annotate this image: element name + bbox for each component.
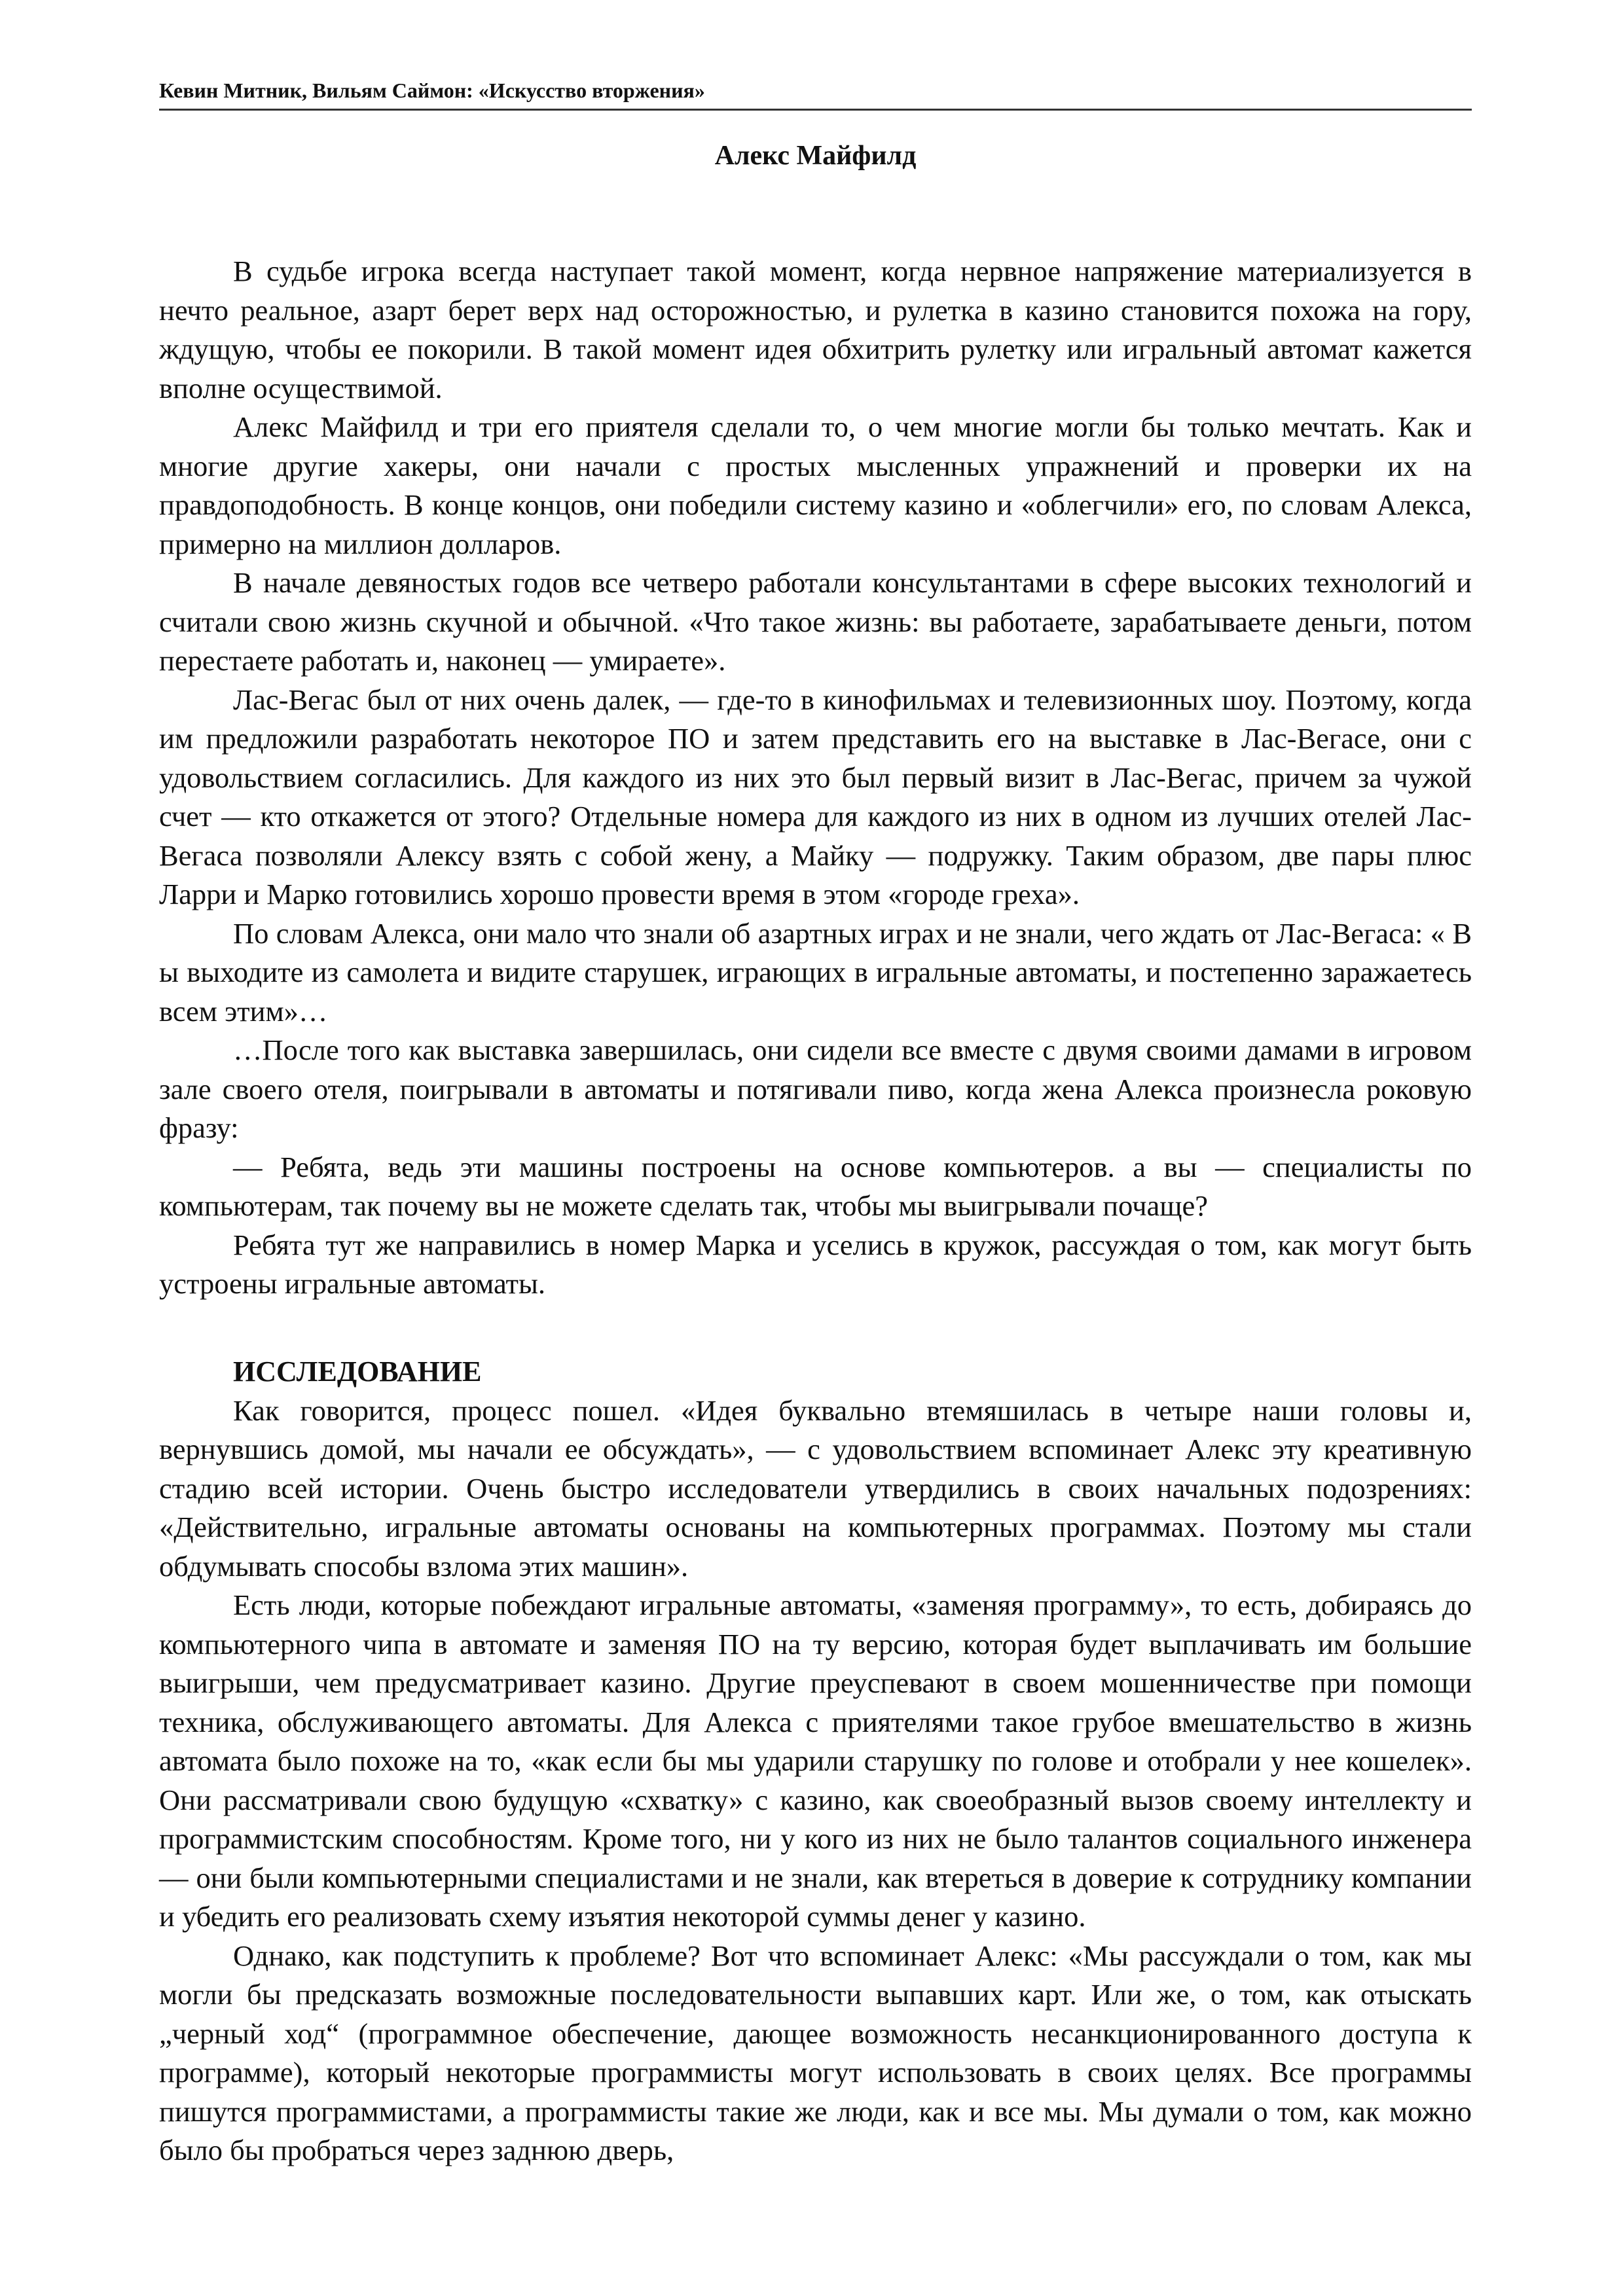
chapter-title: Алекс Майфилд xyxy=(714,141,917,171)
paragraph-intro-8: Ребята тут же направились в номер Марка и уселись в кружок, рассуждая о том, как могут быть устроены игральные автоматы. xyxy=(159,1228,1472,1300)
header-divider xyxy=(159,109,1472,111)
paragraph-section-3: Однако, как подступить к проблеме? Вот что вспоминает Алекс: «Мы рассуждали о том, как мы могли бы предсказать возможные последовательности выпавших карт. Или же, о том, как отыскать „черный ход“ (программное обеспечение, дающее возможность несанкционированного доступа к программе), который некоторые программисты могут использовать в своих целях. Все программы пишутся программистами, а программисты такие же люди, как и все мы. Мы думали о том, как можно было бы пробраться через заднюю дверь, xyxy=(159,1939,1472,2166)
section-heading: ИССЛЕДОВАНИЕ xyxy=(233,1355,482,1388)
paragraph-section-2: Есть люди, которые побеждают игральные автоматы, «заменяя программу», то есть, добираясь до компьютерного чипа в автомате и заменяя ПО на ту версию, которая будет выплачивать им большие выигрыши, чем предусматривает казино. Другие преуспевают в своем мошенничестве при помощи техника, обслуживающего автоматы. Для Алекса с приятелями такое грубое вмешательство в жизнь автомата было похоже на то, «как если бы мы ударили старушку по голове и отобрали у нее кошелек». Они рассматривали свою будущую «схватку» с казино, как своеобразный вызов своему интеллекту и программистским способностям. Кроме того, ни у кого из них не было талантов социального инженера — они были компьютерными специалистами и не знали, как втереться в доверие к сотруднику компании и убедить его реализовать схему изъятия некоторой суммы денег у казино. xyxy=(159,1588,1472,1933)
paragraph-section-1: Как говорится, процесс пошел. «Идея буквально втемяшилась в четыре наши головы и, вернувшись домой, мы начали ее обсуждать», — с удовольствием вспоминает Алекс эту креативную стадию всей истории. Очень быстро исследователи утвердились в своих начальных подозрениях: «Действительно, игральные автоматы основаны на компьютерных программах. Поэтому мы стали обдумывать способы взлома этих машин». xyxy=(159,1393,1472,1583)
paragraph-intro-4: Лас-Вегас был от них очень далек, — где-то в кинофильмах и телевизионных шоу. Поэтому, когда им предложили разработать некоторое ПО и затем представить его на выставке в Лас-Вегасе, они с удовольствием согласились. Для каждого из них это был первый визит в Лас-Вегас, причем за чужой счет — кто откажется от этого? Отдельные номера для каждого из них в одном из лучших отелей Лас-Вегаса позволяли Алексу взять с собой жену, а Майку — подружку. Таким образом, две пары плюс Ларри и Марко готовились хорошо провести время в этом «городе греха». xyxy=(159,683,1472,910)
running-header: Кевин Митник, Вильям Саймон: «Искусство вторжения» xyxy=(159,79,705,102)
paragraph-intro-1: В судьбе игрока всегда наступает такой момент, когда нервное напряжение материализуется в нечто реальное, азарт берет верх над осторожностью, и рулетка в казино становится похожа на гору, ждущую, чтобы ее покорили. В такой момент идея обхитрить рулетку или игральный автомат кажется вполне осуществимой. xyxy=(159,255,1472,404)
paragraph-intro-3: В начале девяностых годов все четверо работали консультантами в сфере высоких технологий и считали свою жизнь скучной и обычной. «Что такое жизнь: вы работаете, зарабатываете деньги, потом перестаете работать и, наконец — умираете». xyxy=(159,566,1472,677)
paragraph-intro-5: По словам Алекса, они мало что знали об азартных играх и не знали, чего ждать от Лас-Вегаса: « В ы выходите из самолета и видите старушек, играющих в игральные автоматы, и постепенно заражаетесь всем этим»… xyxy=(159,916,1472,1028)
paragraph-intro-7: — Ребята, ведь эти машины построены на основе компьютеров. а вы — специалисты по компьютерам, так почему вы не можете сделать так, чтобы мы выигрывали почаще? xyxy=(159,1150,1472,1222)
paragraph-intro-6: …После того как выставка завершилась, они сидели все вместе с двумя своими дамами в игровом зале своего отеля, поигрывали в автоматы и потягивали пиво, когда жена Алекса произнесла роковую фразу: xyxy=(159,1033,1472,1144)
page-body xyxy=(159,252,1472,2170)
paragraph-intro-2: Алекс Майфилд и три его приятеля сделали то, о чем многие могли бы только мечтать. Как и многие другие хакеры, они начали с простых мысленных упражнений и проверки их на правдоподобность. В конце концов, они победили систему казино и «облегчили» его, по словам Алекса, примерно на миллион долларов. xyxy=(159,410,1472,560)
